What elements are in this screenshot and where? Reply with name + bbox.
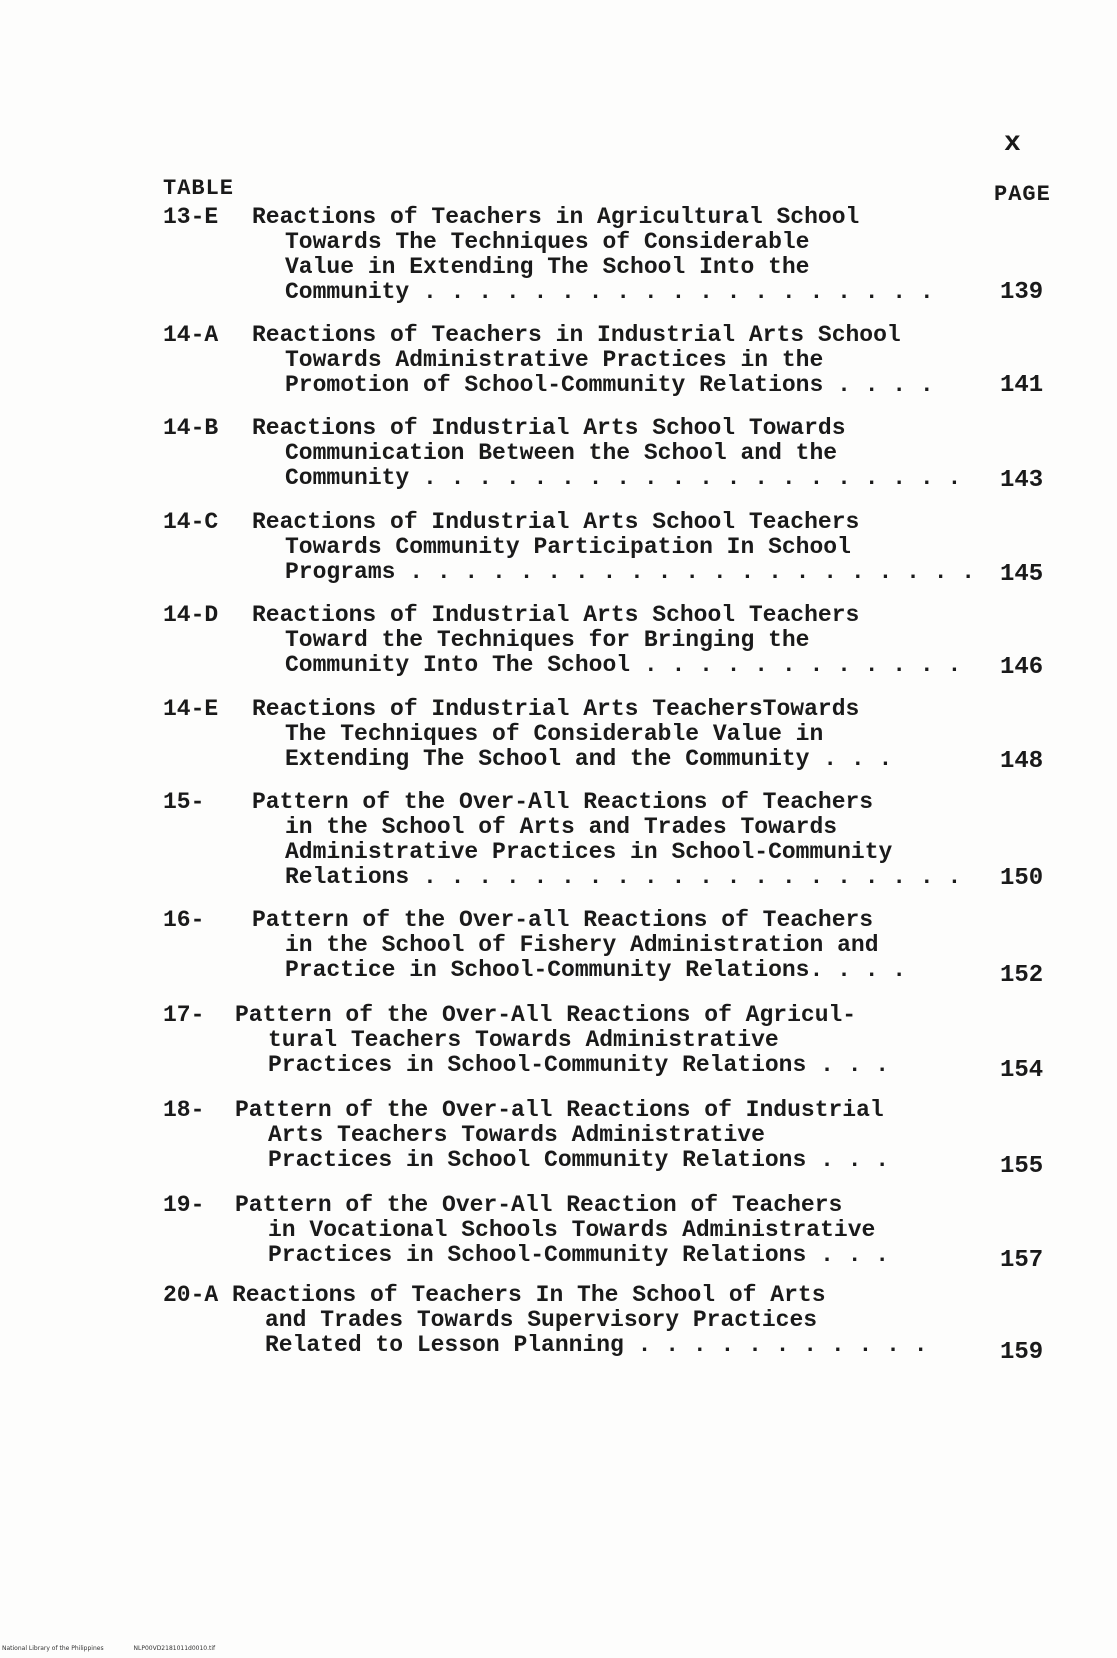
title-line: Promotion of School-Community Relations . . . . xyxy=(285,372,934,398)
title-line: Reactions of Industrial Arts TeachersTowards xyxy=(252,696,860,722)
page-reference: 157 xyxy=(1000,1247,1044,1274)
table-title xyxy=(252,908,992,983)
title-line: Community . . . . . . . . . . . . . . . . . . . xyxy=(285,279,934,305)
title-line: Pattern of the Over-All Reaction of Teachers xyxy=(235,1192,843,1218)
title-line: Value in Extending The School Into the xyxy=(285,254,810,280)
page-reference: 159 xyxy=(1000,1339,1044,1366)
title-line: Reactions of Industrial Arts School Teachers xyxy=(252,509,860,535)
title-line: Pattern of the Over-all Reactions of Teachers xyxy=(252,907,874,933)
table-title xyxy=(252,205,992,305)
title-line: Reactions of Industrial Arts School Towards xyxy=(252,415,846,441)
table-title xyxy=(235,1003,975,1078)
table-title xyxy=(252,510,992,585)
page-reference: 152 xyxy=(1000,962,1044,989)
file-identifier: NLP00VD2181011d0010.tif xyxy=(133,1645,216,1652)
page-column-header: PAGE xyxy=(994,182,1051,207)
table-title xyxy=(232,1283,972,1358)
title-line: Reactions of Teachers In The School of Arts xyxy=(232,1282,826,1308)
title-line: Pattern of the Over-All Reactions of Teachers xyxy=(252,789,874,815)
page-reference: 154 xyxy=(1000,1057,1044,1084)
table-number: 13-E xyxy=(163,204,219,230)
table-number: 14-C xyxy=(163,509,219,535)
title-line: Extending The School and the Community . . . xyxy=(285,746,893,772)
title-line: The Techniques of Considerable Value in xyxy=(285,721,824,747)
title-line: Pattern of the Over-all Reactions of Industrial xyxy=(235,1097,884,1123)
title-line: Reactions of Teachers in Industrial Arts School xyxy=(252,322,901,348)
title-line: Reactions of Industrial Arts School Teachers xyxy=(252,602,860,628)
table-title xyxy=(252,603,992,678)
table-number: 14-B xyxy=(163,415,219,441)
title-line: Communication Between the School and the xyxy=(285,440,838,466)
title-line: Practices in School Community Relations . . . xyxy=(268,1147,890,1173)
page-reference: 145 xyxy=(1000,561,1044,588)
title-line: Towards Administrative Practices in the xyxy=(285,347,824,373)
table-number: 16- xyxy=(163,907,205,933)
page-number: x xyxy=(1004,128,1021,159)
title-line: in Vocational Schools Towards Administrative xyxy=(268,1217,876,1243)
title-line: Towards Community Participation In School xyxy=(285,534,851,560)
title-line: Programs . . . . . . . . . . . . . . . . . . . . . xyxy=(285,559,976,585)
title-line: Toward the Techniques for Bringing the xyxy=(285,627,810,653)
title-line: in the School of Arts and Trades Towards xyxy=(285,814,838,840)
title-line: Practices in School-Community Relations . . . xyxy=(268,1052,890,1078)
table-number: 14-A xyxy=(163,322,219,348)
page-reference: 141 xyxy=(1000,372,1044,399)
table-number: 18- xyxy=(163,1097,205,1123)
title-line: Relations . . . . . . . . . . . . . . . . . . . . xyxy=(285,864,962,890)
title-line: Practice in School-Community Relations. . . . xyxy=(285,957,907,983)
title-line: Related to Lesson Planning . . . . . . . . . . . xyxy=(265,1332,928,1358)
scan-footer xyxy=(2,1645,243,1652)
table-title xyxy=(252,323,992,398)
table-number: 19- xyxy=(163,1192,205,1218)
table-number: 14-D xyxy=(163,602,219,628)
title-line: Arts Teachers Towards Administrative xyxy=(268,1122,765,1148)
table-title xyxy=(252,697,992,772)
title-line: Community Into The School . . . . . . . . . . . . xyxy=(285,652,962,678)
table-title xyxy=(252,416,992,491)
page-reference: 146 xyxy=(1000,654,1044,681)
title-line: and Trades Towards Supervisory Practices xyxy=(265,1307,818,1333)
page-reference: 139 xyxy=(1000,279,1044,306)
title-line: Towards The Techniques of Considerable xyxy=(285,229,810,255)
title-line: Reactions of Teachers in Agricultural School xyxy=(252,204,860,230)
table-title xyxy=(252,790,992,890)
page-reference: 150 xyxy=(1000,865,1044,892)
table-number: 17- xyxy=(163,1002,205,1028)
table-title xyxy=(235,1098,975,1173)
table-column-header: TABLE xyxy=(163,176,235,201)
title-line: Administrative Practices in School-Community xyxy=(285,839,893,865)
table-title xyxy=(235,1193,975,1268)
title-line: Practices in School-Community Relations . . . xyxy=(268,1242,890,1268)
title-line: Pattern of the Over-All Reactions of Agricul- xyxy=(235,1002,857,1028)
title-line: tural Teachers Towards Administrative xyxy=(268,1027,779,1053)
page-reference: 148 xyxy=(1000,748,1044,775)
table-number: 20-A xyxy=(163,1282,219,1308)
title-line: Community . . . . . . . . . . . . . . . . . . . . xyxy=(285,465,962,491)
library-credit: National Library of the Philippines xyxy=(2,1645,104,1652)
title-line: in the School of Fishery Administration and xyxy=(285,932,879,958)
page-reference: 143 xyxy=(1000,467,1044,494)
table-number: 15- xyxy=(163,789,205,815)
table-number: 14-E xyxy=(163,696,219,722)
page-reference: 155 xyxy=(1000,1153,1044,1180)
